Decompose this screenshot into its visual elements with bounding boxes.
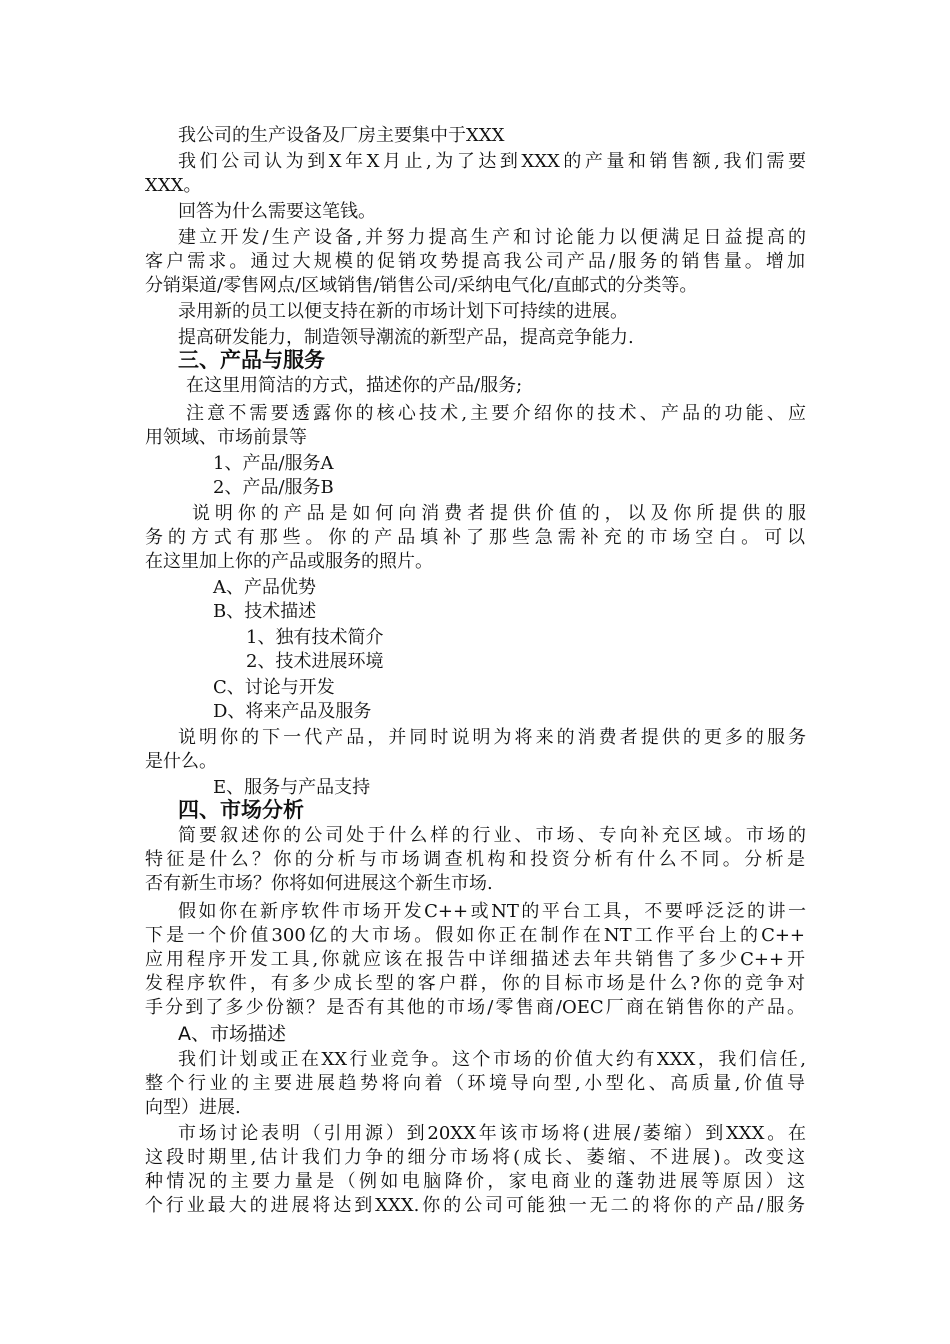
- paragraph-line: 向型）进展.: [145, 1097, 241, 1118]
- paragraph-line: 我们公司认为到X年X月止,为了达到XXX的产量和销售额,我们需要: [178, 151, 806, 172]
- list-item: 2、产品/服务B: [213, 477, 334, 498]
- section-heading: 三、产品与服务: [178, 348, 325, 372]
- paragraph-line: 手分到了多少份额？是否有其他的市场/零售商/OEC厂商在销售你的产品。: [145, 997, 805, 1018]
- list-item: 1、产品/服务A: [213, 453, 334, 474]
- paragraph-line: 在这里用简洁的方式，描述你的产品/服务;: [186, 375, 523, 396]
- paragraph-line: 注意不需要透露你的核心技术,主要介绍你的技术、产品的功能、应: [186, 403, 806, 424]
- list-item: 1、独有技术简介: [246, 627, 384, 648]
- paragraph-line: 建立开发/生产设备,并努力提高生产和讨论能力以便满足日益提高的: [178, 227, 806, 248]
- paragraph-line: 分销渠道/零售网点/区域销售/销售公司/采纳电气化/直邮式的分类等。: [145, 275, 698, 296]
- paragraph-line: 假如你在新序软件市场开发C++或NT的平台工具，不要呼泛泛的讲一: [178, 901, 806, 922]
- paragraph-line: 说明你的下一代产品，并同时说明为将来的消费者提供的更多的服务: [178, 727, 806, 748]
- paragraph-line: 提高研发能力，制造领导潮流的新型产品，提高竞争能力.: [178, 327, 634, 348]
- paragraph-line: 说明你的产品是如何向消费者提供价值的，以及你所提供的服: [192, 503, 806, 524]
- paragraph-line: 简要叙述你的公司处于什么样的行业、市场、专向补充区域。市场的: [178, 825, 806, 846]
- paragraph-line: 市场讨论表明（引用源）到20XX年该市场将(进展/萎缩）到XXX。在: [178, 1123, 806, 1144]
- list-item: C、讨论与开发: [213, 677, 335, 698]
- paragraph-line: 发程序软件，有多少成长型的客户群，你的目标市场是什么?你的竞争对: [145, 973, 805, 994]
- paragraph-line: 个行业最大的进展将达到XXX.你的公司可能独一无二的将你的产品/服务: [145, 1195, 805, 1216]
- paragraph-line: 客户需求。通过大规模的促销攻势提高我公司产品/服务的销售量。增加: [145, 251, 805, 272]
- list-item: D、将来产品及服务: [213, 701, 372, 722]
- list-item: E、服务与产品支持: [213, 777, 371, 798]
- paragraph-line: 我公司的生产设备及厂房主要集中于XXX: [178, 125, 505, 146]
- list-item: 2、技术进展环境: [246, 651, 384, 672]
- paragraph-line: 特征是什么？你的分析与市场调查机构和投资分析有什么不同。分析是: [145, 849, 805, 870]
- subsection-heading: A、市场描述: [178, 1023, 286, 1045]
- paragraph-line: 我们计划或正在XX行业竞争。这个市场的价值大约有XXX，我们信任,: [178, 1049, 806, 1070]
- paragraph-line: 务的方式有那些。你的产品填补了那些急需补充的市场空白。可以: [145, 527, 805, 548]
- paragraph-line: 下是一个价值300亿的大市场。假如你正在制作在NT工作平台上的C++: [145, 925, 805, 946]
- paragraph-line: 这段时期里,估计我们力争的细分市场将(成长、萎缩、不进展)。改变这: [145, 1147, 805, 1168]
- paragraph-line: XXX。: [145, 175, 202, 196]
- section-heading: 四、市场分析: [178, 798, 304, 822]
- paragraph-line: 种情况的主要力量是（例如电脑降价，家电商业的蓬勃进展等原因）这: [145, 1171, 805, 1192]
- list-item: A、产品优势: [213, 577, 316, 598]
- paragraph-line: 是什么。: [145, 751, 217, 772]
- paragraph-line: 录用新的员工以便支持在新的市场计划下可持续的进展。: [178, 301, 628, 322]
- paragraph-line: 回答为什么需要这笔钱。: [178, 201, 376, 222]
- paragraph-line: 应用程序开发工具,你就应该在报告中详细描述去年共销售了多少C++开: [145, 949, 805, 970]
- paragraph-line: 否有新生市场？你将如何进展这个新生市场.: [145, 873, 493, 894]
- paragraph-line: 整个行业的主要进展趋势将向着（环境导向型,小型化、高质量,价值导: [145, 1073, 805, 1094]
- list-item: B、技术描述: [213, 601, 317, 622]
- paragraph-line: 在这里加上你的产品或服务的照片。: [145, 551, 433, 572]
- paragraph-line: 用领域、市场前景等: [145, 427, 307, 448]
